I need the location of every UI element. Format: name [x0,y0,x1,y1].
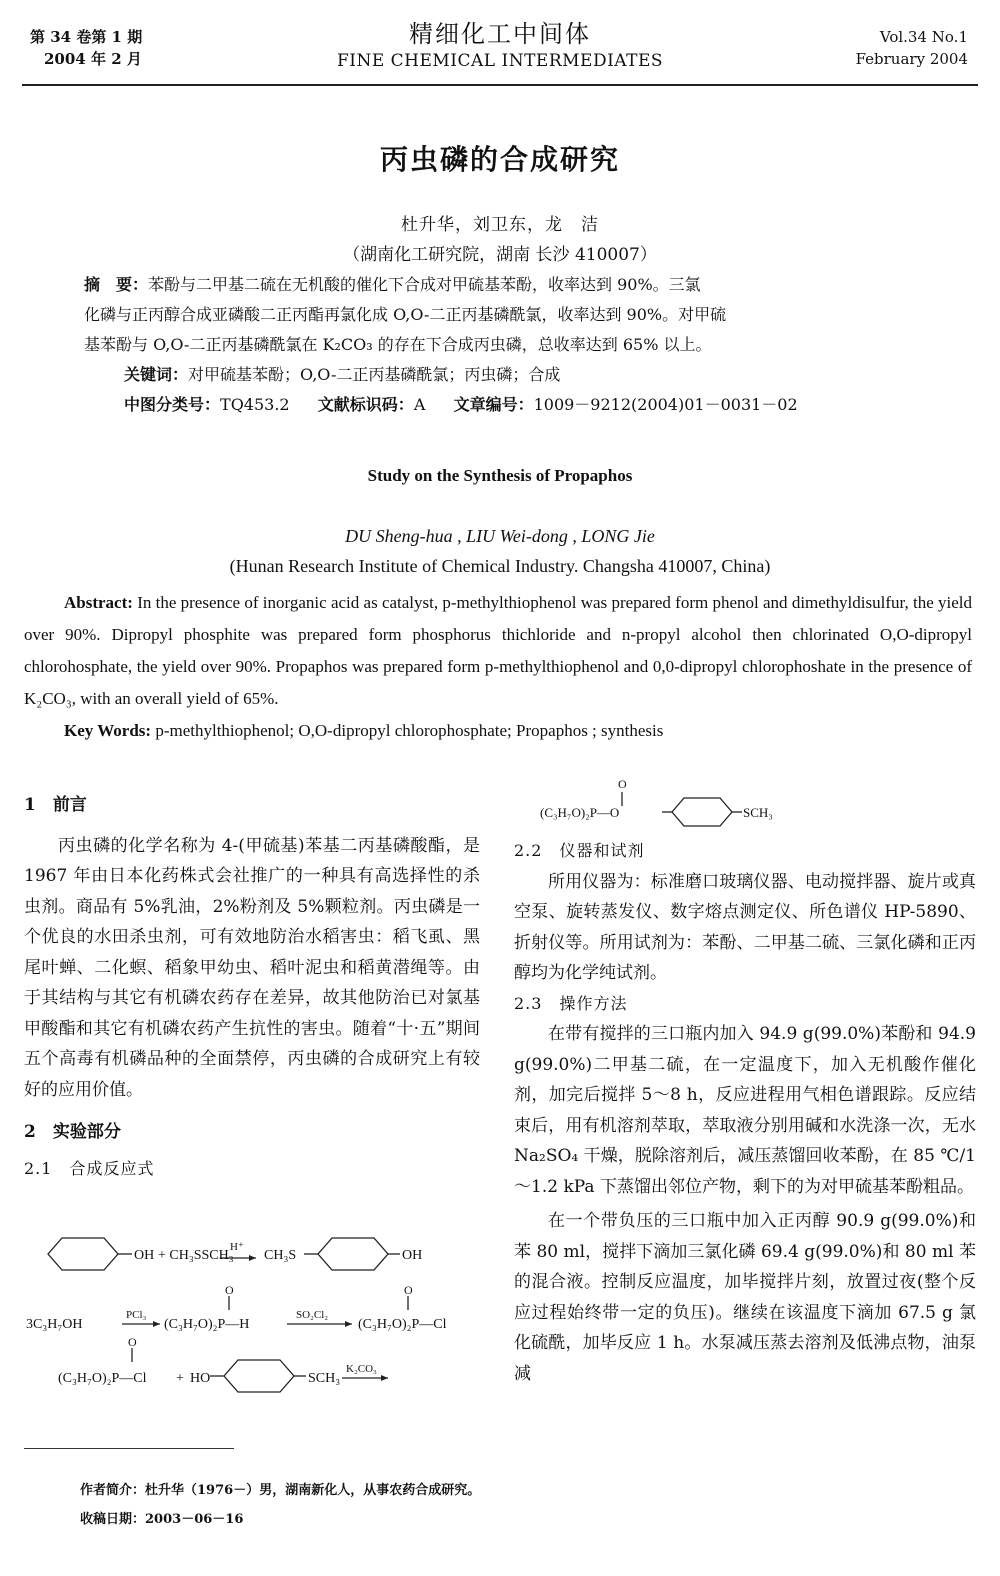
scheme-label: O [225,1283,234,1297]
right-column [514,836,976,1389]
reaction-scheme [24,1236,480,1406]
english-authors: DU Sheng-hua , LIU Wei-dong , LONG Jie [345,526,655,546]
issue-date-en: February 2004 [855,50,968,68]
scheme-label: HO [190,1371,211,1386]
scheme-label: SCH₃ [308,1371,341,1386]
english-keywords: Key Words: p-methylthiophenol; O,O-dipropyl chlorophosphate; Propaphos ; synthesis [64,721,664,740]
journal-name [300,18,700,72]
left-column [24,790,480,1184]
section-1-heading: 1 前言 [24,795,87,815]
section-2-1-heading: 2.1 合成反应式 [24,1158,155,1178]
english-title: Study on the Synthesis of Propaphos [367,466,633,485]
benzene-ring [48,1238,118,1270]
procedure-paragraph-2: 在一个带负压的三口瓶中加入正丙醇 90.9 g(99.0%)和苯 80 ml，搅拌下滴加三氯化磷 69.4 g(99.0%)和 80 ml 苯的混合液。控制反应温度，加毕搅拌片刻，放置过夜(整个反应过程始终带一定的负压)。继续在该温度下滴加 67.5 g 氯化硫酰，加毕反应 1 h。水泵减压蒸去溶剂及低沸点物，油泵减 [514,1211,976,1384]
authors: 杜升华，刘卫东，龙 洁 [401,215,599,235]
scheme-label: OH [134,1248,155,1263]
abstract-line-2: 化磷与正丙醇合成亚磷酸二正丙酯再氯化成 O,O-二正丙基磷酰氯，收率达到 90%。对甲硫 [84,305,727,324]
scheme-label: + CH₃SSCH₃ [158,1248,234,1263]
scheme-label: SO₂Cl₂ [296,1309,329,1321]
author-bio: 作者简介：杜升华（1976－）男，湖南新化人，从事农药合成研究。 [80,1483,481,1498]
footnote-rule [24,1448,234,1449]
scheme-label: (C₃H₇O)₂P—O [540,805,620,820]
affiliation: （湖南化工研究院，湖南 长沙 410007） [343,245,657,265]
benzene-ring [224,1360,294,1392]
received-date: 收稿日期：2003－06－16 [80,1512,244,1527]
abstract-label: 摘 要： [84,275,149,294]
procedure-paragraph-1: 在带有搅拌的三口瓶内加入 94.9 g(99.0%)苯酚和 94.9 g(99.0%)二甲基二硫，在一定温度下，加入无机酸作催化剂，加完后搅拌 5～8 h，反应进程用气相色谱跟踪。反应结束后，用有机溶剂萃取，萃取液分别用碱和水洗涤一次，无水 Na₂SO₄ 干燥，脱除溶剂后，减压蒸馏回收苯酚，在 85 ℃/1～1.2 kPa 下蒸馏出邻位产物，剩下的为对甲硫基苯酚粗品。 [514,1024,976,1197]
scheme-label: (C₃H₇O)₂P—Cl [58,1371,147,1386]
scheme-label: O [404,1283,413,1297]
footnote [80,1476,480,1534]
paper-title: 丙虫磷的合成研究 [379,143,620,176]
scheme-label: SCH₃ [743,805,773,820]
scheme-label: PCl₃ [126,1309,147,1321]
scheme-label: + [176,1371,184,1386]
scheme-label: K₂CO₃ [346,1363,377,1375]
abstract-line-3: 基苯酚与 O,O-二正丙基磷酰氯在 K₂CO₃ 的存在下合成丙虫磷，总收率达到 65% 以上。 [84,335,712,354]
section-2-2-heading: 2.2 仪器和试剂 [514,841,645,860]
section-1-body: 丙虫磷的化学名称为 4-(甲硫基)苯基二丙基磷酸酯，是 1967 年由日本化药株式会社推广的一种具有高选择性的杀虫剂。商品有 5%乳油，2%粉剂及 5%颗粒剂。丙虫磷是一个优良的水田杀虫剂，可有效地防治水稻害虫：稻飞虱、黑尾叶蝉、二化螟、稻象甲幼虫、稻叶泥虫和稻黄潜绳等。由于其结构与其它有机磷农药存在差异，故其他防治已对氯基甲酸酯和其它有机磷农药产生抗性的害虫。随着“十·五”期间五个高毒有机磷品种的全面禁停，丙虫磷的合成研究上有较好的应用价值。 [24,835,480,1100]
scheme-label: O [128,1335,137,1349]
scheme-label: (C₃H₇O)₂P—H [164,1317,250,1332]
scheme-label: OH [402,1248,423,1263]
scheme-label: CH₃S [264,1248,297,1263]
abstract-line-1: 摘 要：苯酚与二甲基二硫在无机酸的催化下合成对甲硫基苯酚，收率达到 90%。三氯 [84,275,701,294]
journal-name-en: FINE CHEMICAL INTERMEDIATES [336,51,664,71]
scheme-label: 3C₃H₇OH [26,1317,83,1332]
scheme-label: H⁺ [230,1241,244,1253]
section-2-2-body: 所用仪器为：标准磨口玻璃仪器、电动搅拌器、旋片或真空泵、旋转蒸发仪、数字熔点测定仪、所色谱仪 HP-5890、折射仪等。所用试剂为：苯酚、二甲基二硫、三氯化磷和正丙醇均为化学纯试剂。 [514,871,976,983]
benzene-ring [318,1238,388,1270]
issue-volume: 第 34 卷第 1 期 [30,28,143,46]
classification: 中图分类号：TQ453.2 文献标识码：A 文章编号：1009－9212(2004)01－0031－02 [124,395,798,414]
keywords-cn: 关键词：对甲硫基苯酚；O,O-二正丙基磷酰氯；丙虫磷；合成 [124,365,561,384]
english-affiliation: (Hunan Research Institute of Chemical Industry. Changsha 410007, China) [229,556,771,576]
english-abstract-text: Abstract: In the presence of inorganic acid as catalyst, p-methylthiophenol was prepared form phenol and dimethyldisulfur, the yield over 90%. Dipropyl phosphite was prepared form phosphorus thichloride and n-propyl alcohol then chlorinated O,O-dipropyl chlorohosphate, the yield over 90%. Propaphos was prepared form p-methylthiophenol and 0,0-dipropyl chlorophoshate in the presence of K₂CO₃, with an overall yield of 65%. [24,593,972,708]
section-2-heading: 2 实验部分 [24,1122,121,1142]
issue-date: 2004 年 2 月 [44,50,142,68]
issue-info [30,26,142,70]
product-structure [538,774,778,834]
section-2-3-heading: 2.3 操作方法 [514,993,628,1013]
header-rule [22,84,978,86]
abstract-cn [84,270,916,420]
issue-info-en [856,26,968,70]
english-abstract [24,587,972,747]
scheme-label: (C₃H₇O)₂P—Cl [358,1317,447,1332]
journal-name-cn: 精细化工中间体 [409,20,591,48]
scheme-label: O [618,777,627,791]
issue-volume-en: Vol.34 No.1 [879,28,968,46]
